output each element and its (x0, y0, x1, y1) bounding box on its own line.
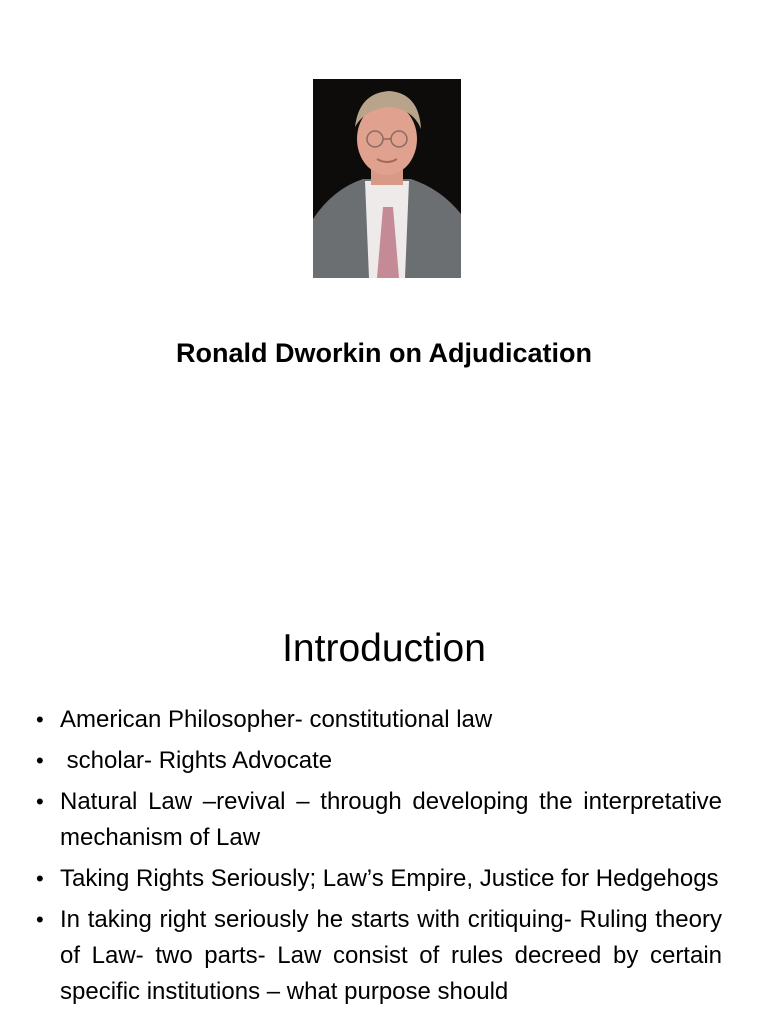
portrait-image (313, 79, 461, 278)
bullet-item (36, 902, 722, 1010)
introduction-slide (0, 576, 768, 1024)
bullet-list (36, 702, 722, 1015)
bullet-text: scholar- Rights Advocate (60, 747, 333, 774)
bullet-item (36, 743, 722, 779)
slide-heading: Introduction (282, 627, 486, 670)
bullet-dot-icon: • (36, 866, 44, 891)
bullet-dot-icon: • (36, 789, 44, 814)
bullet-text: In taking right seriously he starts with critiquing- Ruling theory of Law- two parts- Law consist of rules decreed by certain specific institutions – what purpose should (60, 906, 722, 1005)
bullet-item (36, 702, 722, 738)
slide-title: Ronald Dworkin on Adjudication (176, 338, 592, 368)
bullet-dot-icon: • (36, 907, 44, 932)
bullet-dot-icon: • (36, 748, 44, 773)
bullet-item (36, 861, 722, 897)
bullet-dot-icon: • (36, 707, 44, 732)
bullet-text: Taking Rights Seriously; Law’s Empire, Justice for Hedgehogs (60, 865, 719, 892)
bullet-text: Natural Law –revival – through developing the interpretative mechanism of Law (60, 788, 722, 851)
bullet-text: American Philosopher- constitutional law (60, 706, 493, 733)
portrait-photo (313, 79, 461, 278)
bullet-item (36, 784, 722, 856)
